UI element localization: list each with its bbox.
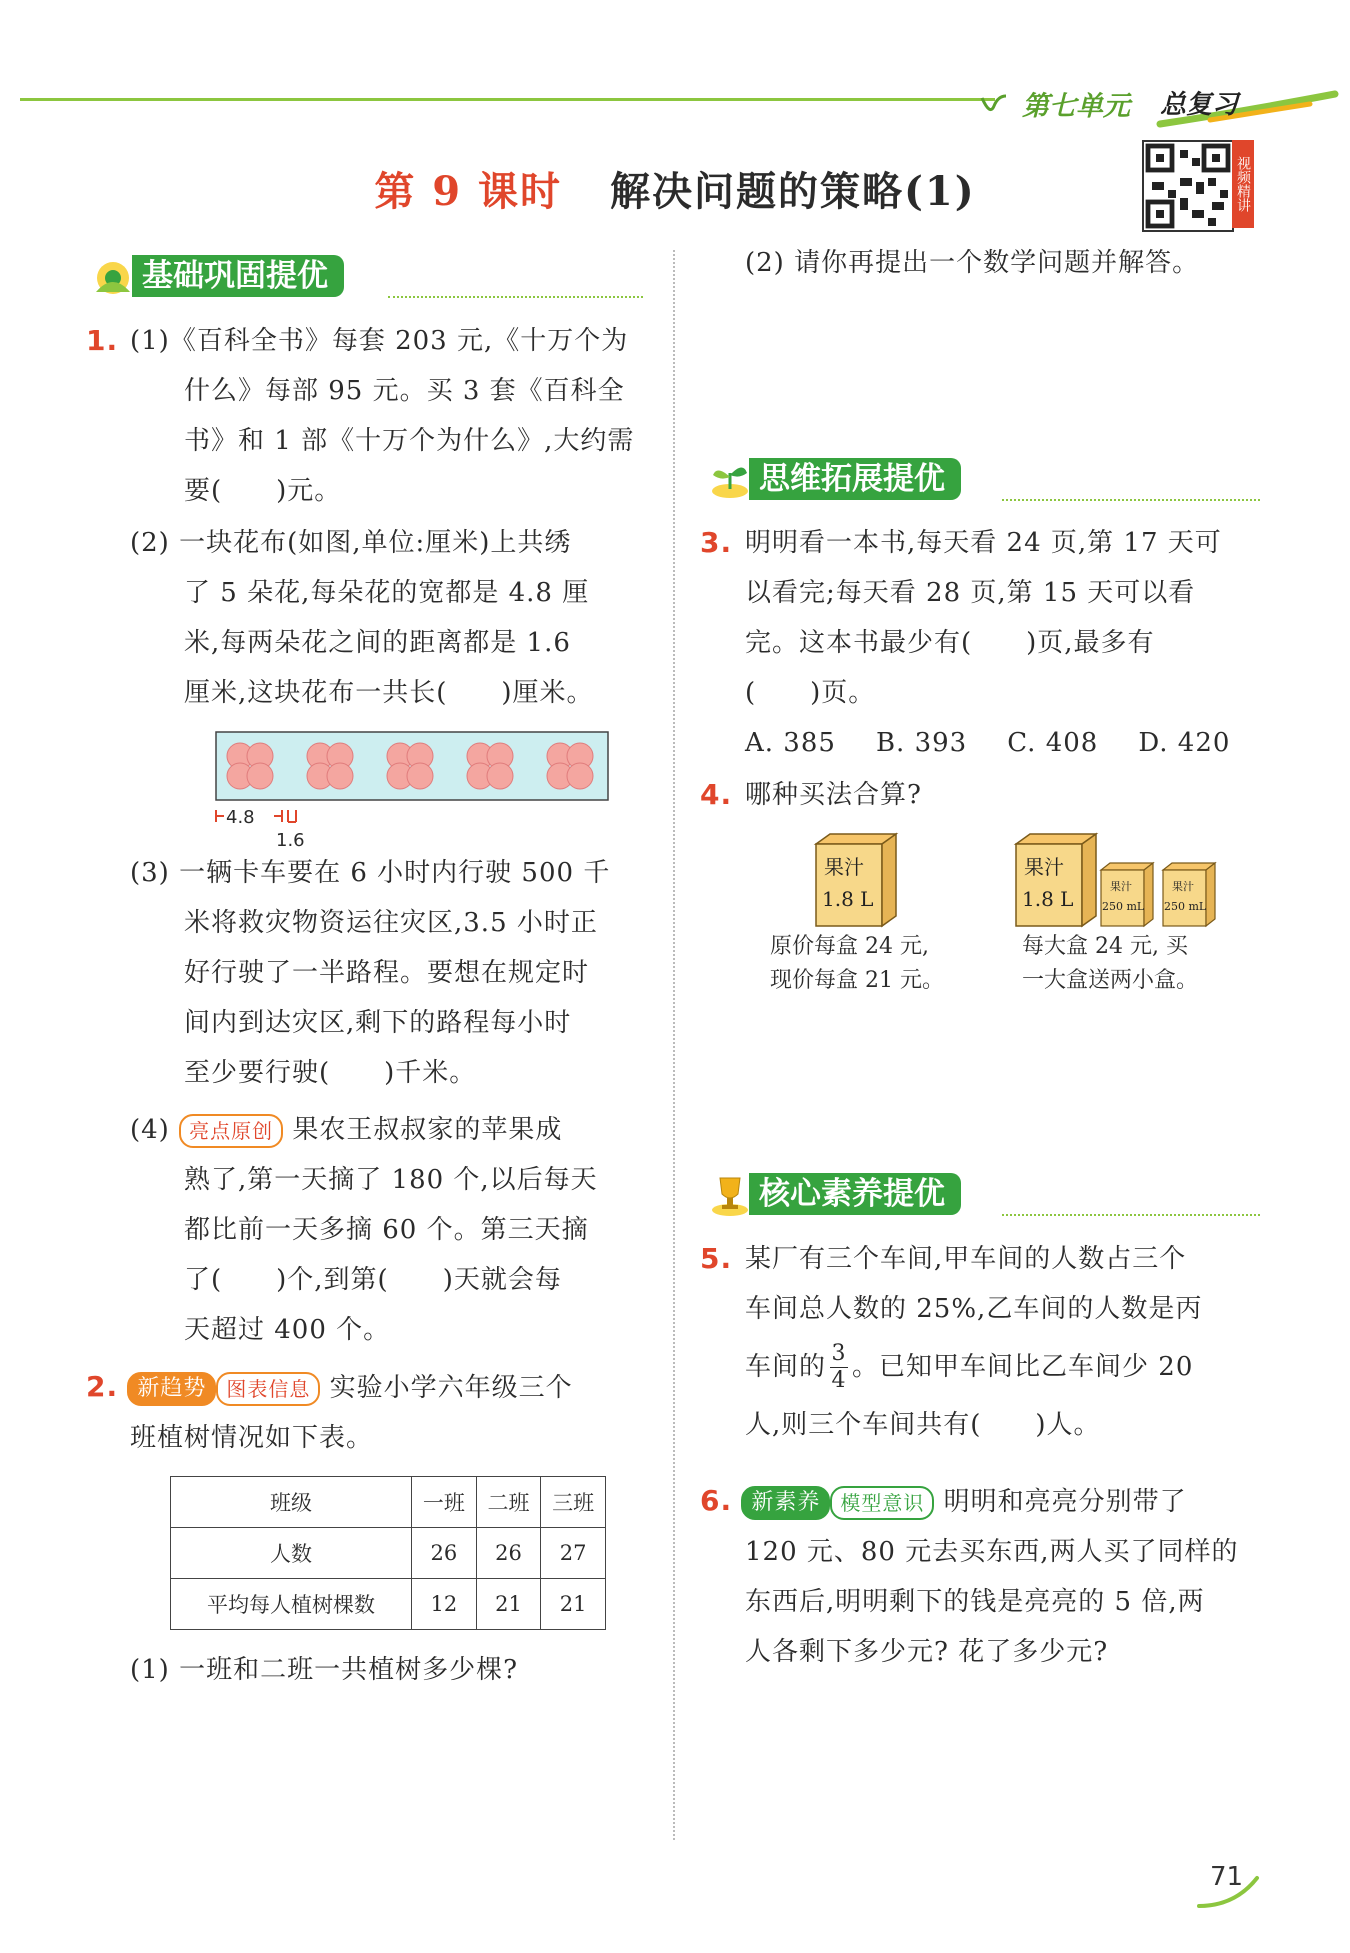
new-trend-tag: 新趋势 <box>127 1372 216 1406</box>
q1-part4: (4) 亮点原创 果农王叔叔家的苹果成 熟了,第一天摘了 180 个,以后每天 都比前一天多摘 60 个。第三天摘 了( )个,到第( )天就会每 天超过 400 个。 <box>130 1115 598 1345</box>
q1-part1: (1)《百科全书》每套 203 元,《十万个为 什么》每部 95 元。买 3 套《百科全 书》和 1 部《十万个为什么》,大约需 要( )元。 <box>130 326 635 506</box>
juice-label: 果汁 <box>1024 855 1064 879</box>
juice-box-big-2 <box>1012 830 1102 930</box>
juice-box-big-1 <box>812 830 902 930</box>
q5-text: 某厂有三个车间,甲车间的人数占三个 车间总人数的 25%,乙车间的人数是丙 车间的 3 4 。已知甲车间比乙车间少 20 人,则三个车间共有( )人。 <box>745 1244 1203 1440</box>
page-swoosh <box>1195 1872 1265 1912</box>
lesson-number: 第 9 课时 <box>374 168 562 215</box>
lesson-title: 解决问题的策略(1) <box>610 168 976 215</box>
section-basic-rule <box>388 296 643 298</box>
video-lecture-label: 视频精讲 <box>1232 140 1254 228</box>
juice-volume: 1.8 L <box>1022 887 1074 911</box>
tree-planting-table <box>170 1476 606 1630</box>
q4-caption-1: 原价每盒 24 元, 现价每盒 21 元。 <box>770 934 944 993</box>
section-thinking-rule <box>1002 499 1260 501</box>
q6-text: 6. 新素养 模型意识 明明和亮亮分别带了 120 元、80 元去买东西,两人买了同样的 东西后,明明剩下的钱是亮亮的 5 倍,两 人各剩下多少元? 花了多少元? <box>700 1484 1239 1667</box>
section-thinking-label: 思维拓展提优 <box>749 458 961 500</box>
leaf-icon <box>980 94 1008 116</box>
q4-number: 4. <box>700 778 733 811</box>
new-literacy-tag: 新素养 <box>741 1486 830 1520</box>
chart-info-tag: 图表信息 <box>216 1372 320 1406</box>
q2-intro: 2. 新趋势 图表信息 实验小学六年级三个 班植树情况如下表。 <box>86 1370 573 1453</box>
juice-box-small-2 <box>1160 860 1218 930</box>
unit-label: 第七单元 <box>1022 91 1130 122</box>
q4-caption-2: 每大盒 24 元, 买 一大盒送两小盒。 <box>1022 934 1199 993</box>
section-basic <box>88 252 344 300</box>
option-c[interactable]: C. 408 <box>1007 728 1099 758</box>
juice-label: 果汁 <box>1110 880 1132 893</box>
q5-number: 5. <box>700 1242 733 1275</box>
q2-sub1: (1) 一班和二班一共植树多少棵? <box>130 1655 519 1685</box>
q1-part3: (3) 一辆卡车要在 6 小时内行驶 500 千 米将救灾物资运往灾区,3.5 小时正 好行驶了一半路程。要想在规定时 间内到达灾区,剩下的路程每小时 至少要行驶( )千米。 <box>130 858 611 1088</box>
juice-box-small-1 <box>1098 860 1156 930</box>
trophy-icon <box>705 1170 755 1218</box>
option-b[interactable]: B. 393 <box>875 728 968 758</box>
section-core <box>705 1170 961 1218</box>
q1-number: 1. <box>86 324 119 357</box>
section-core-rule <box>1002 1214 1260 1216</box>
model-awareness-tag: 模型意识 <box>830 1486 934 1520</box>
option-a[interactable]: A. 385 <box>745 728 836 758</box>
section-core-label: 核心素养提优 <box>749 1173 961 1215</box>
highlight-original-tag: 亮点原创 <box>179 1114 283 1148</box>
sprout-icon <box>705 455 755 503</box>
section-thinking <box>705 455 961 503</box>
gear-leaf-icon <box>88 252 138 300</box>
q2-sub2: (2) 请你再提出一个数学问题并解答。 <box>745 248 1200 278</box>
table-header-row: 班级 一班 二班 三班 <box>171 1477 606 1528</box>
q3-number: 3. <box>700 526 733 559</box>
flower-cloth-figure <box>212 728 612 848</box>
table-row: 平均每人植树棵数 12 21 21 <box>171 1579 606 1630</box>
juice-volume-small: 250 mL <box>1164 900 1207 913</box>
juice-volume-small: 250 mL <box>1102 900 1145 913</box>
q4-text: 哪种买法合算? <box>745 780 922 810</box>
column-divider <box>673 250 675 1840</box>
flower-gap-label: 1.6 <box>276 830 305 848</box>
table-row: 人数 26 26 27 <box>171 1528 606 1579</box>
juice-volume: 1.8 L <box>822 887 874 911</box>
q1-part2: (2) 一块花布(如图,单位:厘米)上共绣 了 5 朵花,每朵花的宽都是 4.8 厘 米,每两朵花之间的距离都是 1.6 厘米,这块花布一共长( )厘米。 <box>130 528 594 708</box>
q3-text: 明明看一本书,每天看 24 页,第 17 天可 以看完;每天看 28 页,第 15 天可以看 完。这本书最少有( )页,最多有 ( )页。 <box>745 528 1222 708</box>
option-d[interactable]: D. 420 <box>1138 728 1231 758</box>
q3-options <box>745 718 1265 768</box>
juice-label: 果汁 <box>824 855 864 879</box>
flower-width-label: 4.8 <box>226 807 255 828</box>
fraction-three-quarters: 3 4 <box>831 1340 847 1393</box>
section-basic-label: 基础巩固提优 <box>132 255 344 297</box>
qr-code-icon[interactable] <box>1142 140 1234 232</box>
header-rule <box>20 98 995 101</box>
juice-label: 果汁 <box>1172 880 1194 893</box>
page-number: 71 <box>1210 1862 1244 1892</box>
review-label: 总复习 <box>1160 90 1239 120</box>
